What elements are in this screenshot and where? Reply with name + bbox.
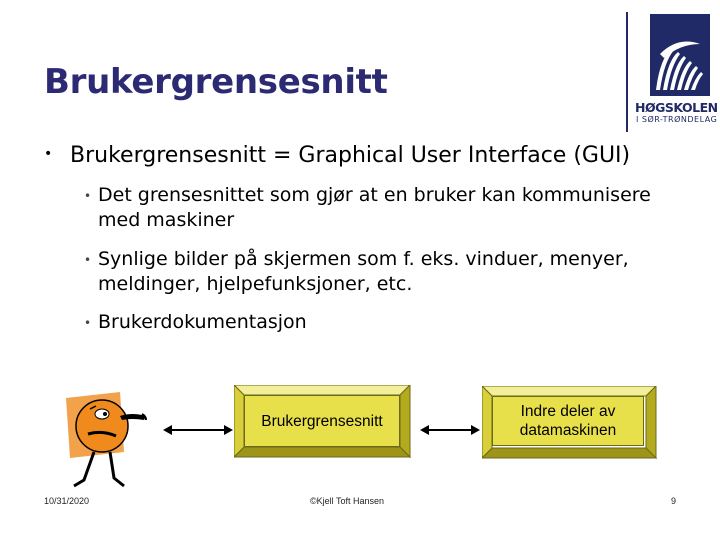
sub-bullet-text: Det grensesnittet som gjør at en bruker kan kommunisere med maskiner xyxy=(98,184,651,231)
bullet-dot-icon: • xyxy=(84,189,92,203)
footer-date: 10/31/2020 xyxy=(44,496,90,506)
logo-divider xyxy=(626,12,628,132)
bullet-dot-icon: • xyxy=(84,253,92,267)
bullet-dot-icon: • xyxy=(44,146,53,162)
slide-title: Brukergrensesnitt xyxy=(44,62,388,102)
sub-bullet-text: Brukerdokumentasjon xyxy=(98,311,307,333)
sub-bullet-text: Synlige bilder på skjermen som f. eks. vinduer, menyer, meldinger, hjelpefunksjoner, etc. xyxy=(98,248,629,295)
double-arrow-icon xyxy=(420,420,480,440)
interface-box-label: Brukergrensesnitt xyxy=(244,395,400,447)
double-arrow-icon xyxy=(163,420,233,440)
computer-internals-label: Indre deler av datamaskinen xyxy=(492,396,644,446)
main-bullet-text: Brukergrensesnitt = Graphical User Interface (GUI) xyxy=(70,143,631,168)
user-face-icon xyxy=(60,390,160,500)
logo-text-sub: I SØR-TRØNDELAG xyxy=(636,115,718,124)
interface-box xyxy=(234,385,414,461)
logo-text-main: HØGSKOLEN xyxy=(635,100,718,115)
footer-author: ©Kjell Toft Hansen xyxy=(310,496,385,506)
college-logo-icon xyxy=(650,14,710,96)
bullet-dot-icon: • xyxy=(84,316,92,330)
computer-internals-box xyxy=(482,386,660,462)
page-number: 9 xyxy=(671,496,677,506)
